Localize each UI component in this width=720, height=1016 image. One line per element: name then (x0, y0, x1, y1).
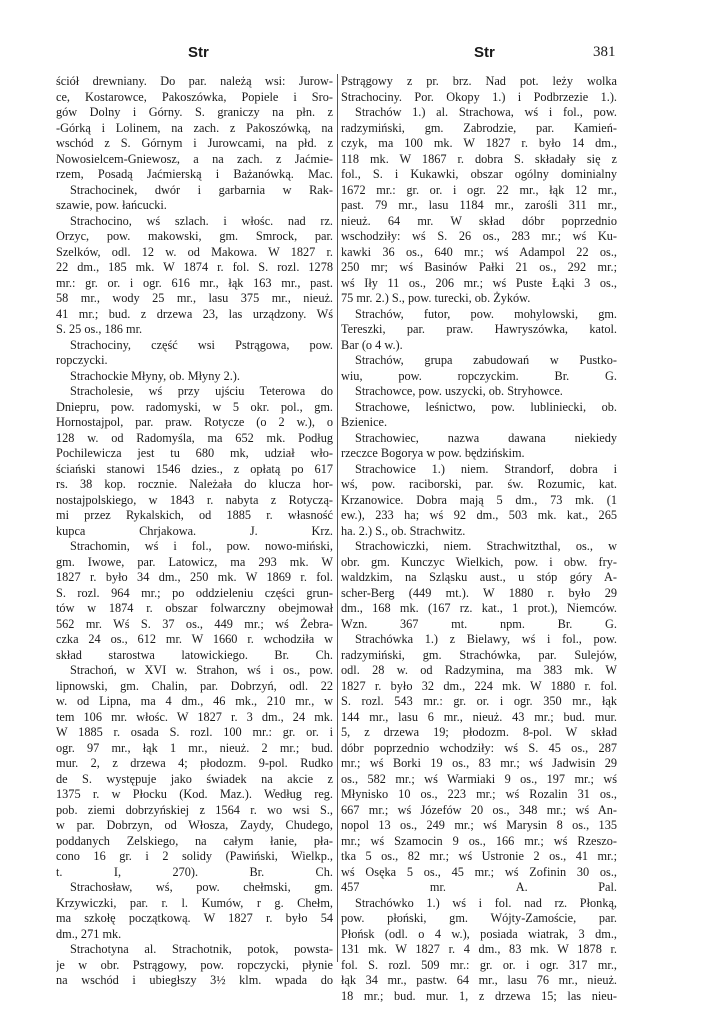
text-line: wś Osęka 5 os., 45 mr.; wś Zofinin 30 os., (341, 864, 617, 879)
text-line: mi przez Rykalskich, od 1885 r. własność (56, 508, 333, 522)
text-line: ma szkołę początkową. W 1827 r. było 54 (56, 911, 333, 925)
text-line: 75 mr. 2.) S., pow. turecki, ob. Żyków. (341, 291, 531, 305)
text-line: Krzywiczki, par. r. l. Kumów, r g. Chełm, (56, 895, 333, 910)
text-line: fol. S. rozl. 509 mr.: gr. or. i ogr. 317 mr., (341, 957, 617, 972)
text-line: nieuż. 64 mr. W skład dóbr poprzednio (341, 213, 617, 228)
text-line: Krzanowice. Dobra mają 5 dm., 73 mk. (1 (341, 492, 617, 507)
text-line: 118 mk. W 1867 r. dobra S. składały się z (341, 151, 617, 166)
text-line: lipnowski, gm. Chalin, par. Dobrzyń, odl. 22 (56, 678, 333, 693)
text-line: 22 dm., 185 mk. W 1874 r. fol. S. rozl. 1278 (56, 260, 333, 274)
text-line: rzeczce Bogorya w pow. będzińskim. (341, 446, 525, 460)
text-line: wschód z S. Górnym i Jurowcami, na płd. z (56, 136, 333, 150)
text-line: wś, pow. raciborski, par. św. Rozumic, kat. (341, 477, 617, 491)
text-line: Strachociny. Por. Okopy 1.) i Podbrzezie 1.). (341, 89, 617, 104)
text-line: na wschód i ubiegłszy 3½ klm. wpada do (56, 973, 333, 987)
text-line: Strachowce, pow. uszycki, ob. Stryhowce. (355, 384, 563, 398)
text-line: Strachotyna al. Strachotnik, potok, powsta- (70, 942, 333, 956)
text-line: Strachoń, w XVI w. Strahon, wś i os., pow. (70, 663, 333, 677)
text-line: radzymiński, gm. Zabrodzie, par. Kamień- (341, 120, 617, 135)
text-line: ogr. 97 mr., łąk 1 mr., nieuż. 2 mr.; bud. (56, 740, 333, 755)
text-line: 58 mr., wody 25 mr., lasu 375 mr., nieuż. (56, 291, 333, 305)
text-line: gm. Iwowe, par. Latowicz, ma 293 mk. W (56, 554, 333, 569)
text-line: Strachomin, wś i fol., pow. nowo-miński, (70, 539, 333, 553)
running-head-right: Str (474, 44, 495, 61)
text-line: Bzienice. (341, 415, 388, 429)
text-line: 128 w. od Radomyśla, ma 652 mk. Podług (56, 430, 333, 445)
text-line: odl. 28 w. od Radzymina, ma 383 mk. W (341, 663, 617, 677)
text-line: skład starostwa latowickiego. Br. Ch. (56, 647, 333, 662)
text-line: tów w 1874 r. obszar folwarczny obejmował (56, 601, 333, 615)
text-line: Nowosielcem-Gniewosz, a na zach. z Jaćmie- (56, 151, 333, 166)
text-line: pob. ziemi dobrzyńskiej z 1564 r. wo wsi S., (56, 802, 333, 817)
text-line: scher-Berg (449 mt.). W 1880 r. było 29 (341, 585, 617, 600)
text-line: Pochilewicza jest tu 680 mk, udział wło- (56, 446, 333, 460)
text-line: Strachocinek, dwór i garbarnia w Rak- (70, 182, 333, 197)
text-line: w. od Lipna, ma 4 dm., 46 mk., 210 mr., w (56, 694, 333, 708)
text-line: cono 16 gr. i 2 solidy (Pawiński, Wielkp., (56, 849, 333, 863)
text-line: Strachowe, leśnictwo, pow. lubliniecki, ob. (355, 399, 617, 414)
text-line: waldzkim, na Szląsku aust., u stóp góry A- (341, 570, 617, 584)
text-line: dóbr poprzednio wchodziły: wś S. 45 os., 287 (341, 740, 617, 755)
text-line: dm., 271 mk. (56, 926, 122, 941)
text-line: wś Iły 11 os., 206 mr.; wś Puste Łąki 3 os., (341, 275, 617, 290)
text-line: Strachockie Młyny, ob. Młyny 2.). (70, 368, 240, 383)
text-line: Hornostajpol, par. praw. Rotycze (o 2 w.), o (56, 415, 333, 429)
text-line: S. 25 os., 186 mr. (56, 322, 143, 336)
text-line: czka 24 os., 612 mr. W 1660 r. wchodziła w (56, 632, 333, 646)
text-line: 667 mr.; wś Józefów 20 os., 348 mr.; wś An- (341, 802, 617, 817)
running-head-left: Str (188, 44, 209, 61)
text-line: kawki 36 os., 640 mr.; wś Adampol 22 os., (341, 244, 617, 259)
text-line: rs. 38 kop. rocznie. Należała do klucza hor- (56, 477, 333, 491)
text-line: gów Dolny i Górny. S. graniczy na płn. z (56, 105, 333, 119)
text-line: Płońsk (odl. o 4 w.), posiada wiatrak, 3 dm., (341, 926, 617, 941)
text-line: 1827 r. było 34 dm., 250 mk. W 1869 r. fol. (56, 570, 333, 584)
page-number: 381 (593, 44, 616, 60)
text-line: 18 mr.; bud. mur. 1, z drzewa 15; las nieu- (341, 988, 617, 1003)
text-line: Młynisko 10 os., 223 mr.; wś Rozalin 31 os., (341, 787, 617, 801)
text-line: poddanych Zelskiego, na całym łanie, pła- (56, 833, 333, 848)
text-line: dm., 168 mk. (167 rz. kat., 1 prot.), Niemców. (341, 601, 617, 615)
text-line: nostajpolskiego, w 1843 r. nabyta z Rotyczą- (56, 492, 333, 507)
text-line: ew.), 233 ha; wś 92 dm., 503 mk. kat., 265 (341, 508, 617, 522)
text-line: Strachów 1.) al. Strachowa, wś i fol., pow. (355, 105, 617, 119)
text-line: Wzn. 367 mt. npm. Br. G. (341, 616, 617, 631)
text-line: Tereszki, par. praw. Hawryszówka, katol. (341, 322, 617, 336)
text-line: 562 mr. Wś S. 37 os., 449 mr.; wś Żebra- (56, 616, 333, 631)
text-line: Stracholesie, wś przy ujściu Teterowa do (70, 384, 333, 398)
text-line: 250 mr; wś Basinów Pałki 21 os., 292 mr.; (341, 260, 617, 274)
text-line: Strachów, grupa zabudowań w Pustko- (355, 353, 617, 367)
text-line: past. 79 mr., lasu 1184 mr., zarośli 311 mr., (341, 198, 617, 212)
text-line: łąk 34 mr., pastw. 64 mr., lasu 76 mr., nieuż. (341, 973, 617, 987)
text-line: obr. gm. Kunczyc Wielkich, pow. i obw. fry- (341, 554, 617, 569)
text-line: ce, Kostarowce, Pakoszówka, Popiele i Sro- (56, 89, 333, 104)
text-line: 457 mr. A. Pal. (341, 880, 617, 894)
text-line: 1827 r. było 32 dm., 224 mk. W 1880 r. fol. (341, 678, 617, 693)
text-line: ściański stanowi 1546 dzies., z opłatą po 617 (56, 461, 333, 476)
column-divider (337, 74, 338, 962)
text-line: ha. 2.) S., ob. Strachwitz. (341, 523, 466, 538)
running-head (0, 44, 720, 68)
text-line: fol., S. i Kukawki, obszar ogólny dominialny (341, 167, 617, 181)
text-line: t. I, 270). Br. Ch. (56, 864, 333, 879)
text-line: ściół drewniany. Do par. należą wsi: Jurow- (56, 74, 333, 88)
text-line: mr.: gr. or. i ogr. 616 mr., łąk 163 mr., past. (56, 275, 333, 290)
text-line: Strachówka 1.) z Bielawy, wś i fol., pow. (355, 632, 617, 646)
text-line: wschodziły: wś S. 26 os., 283 mr.; wś Ku- (341, 229, 617, 243)
text-line: os., 582 mr.; wś Warmiaki 9 os., 197 mr.; wś (341, 771, 617, 786)
text-line: Strachówko 1.) wś i fol. nad rz. Płonką, (355, 895, 617, 910)
text-line: Strachowiczki, niem. Strachwitzthal, os., w (355, 539, 617, 553)
text-line: Pstrągowy z pr. brz. Nad pot. leży wolka (341, 74, 617, 88)
text-line: Bar (o 4 w.). (341, 337, 403, 352)
text-line: tka 5 os., 82 mr.; wś Ustronie 2 os., 41 mr.; (341, 849, 617, 863)
text-line: Strachowice 1.) niem. Strandorf, dobra i (355, 461, 617, 476)
left-column (56, 74, 333, 989)
text-line: 131 mk. W 1827 r. 4 dm., 83 mk. W 1878 r. (341, 942, 617, 956)
text-line: Strachocino, wś szlach. i włośc. nad rz. (70, 213, 333, 228)
text-line: szawie, pow. łańcucki. (56, 198, 167, 212)
text-line: S. rozl. 964 mr.; po oddzieleniu części grun- (56, 585, 333, 600)
text-line: rzem, Posadą Jaćmierską i Bażanówką. Mac. (56, 167, 333, 181)
text-line: -Górką i Lolinem, na zach. z Pakoszówką, na (56, 120, 333, 135)
text-line: de S. występuje jako świadek na akcie z (56, 771, 333, 786)
text-line: nopol 13 os., 249 mr.; wś Marysin 8 os., 135 (341, 818, 617, 832)
text-line: Strachosław, wś, pow. chełmski, gm. (70, 880, 333, 894)
text-line: 144 mr., lasu 6 mr., nieuż. 43 mr.; bud. mur. (341, 709, 617, 724)
text-line: w par. Dobrzyn, od Włosza, Zaydy, Chudego, (56, 818, 333, 832)
text-line: Dniepru, pow. radomyski, w 5 okr. pol., gm. (56, 399, 333, 414)
text-line: Orzyc, pow. makowski, gm. Smrock, par. (56, 229, 333, 243)
text-line: radzymiński, gm. Strachówka, par. Sulejów, (341, 647, 617, 662)
text-line: Strachowiec, nazwa dawana niekiedy (355, 430, 617, 445)
text-line: czyk, ma 100 mk. W 1827 r. było 14 dm., (341, 136, 617, 150)
text-line: 41 mr.; bud. z drzewa 23, las urządzony. Wś (56, 306, 333, 321)
text-line: 5, z drzewa 19; płodozm. 8-pol. W skład (341, 725, 617, 739)
text-line: mr.; wś Szamocin 9 os., 166 mr.; wś Rzeszo- (341, 833, 617, 848)
text-line: W 1885 r. osada S. rozl. 100 mr.: gr. or. i (56, 725, 333, 739)
text-line: 1672 mr.: gr. or. i ogr. 22 mr., łąk 12 mr., (341, 182, 617, 197)
text-line: 1375 r. w Płocku (Kod. Maz.). Według reg. (56, 787, 333, 801)
right-column (341, 74, 617, 1004)
text-line: ropczycki. (56, 353, 108, 367)
text-line: wiu, pow. ropczyckim. Br. G. (341, 368, 617, 383)
text-line: kupca Chrjakowa. J. Krz. (56, 523, 333, 538)
text-line: tem 106 mr. włośc. W 1827 r. 3 dm., 24 mk. (56, 709, 333, 724)
text-line: S. rozl. 543 mr.: gr. or. i ogr. 350 mr., łąk (341, 694, 617, 708)
text-line: je w obr. Pstrągowy, pow. ropczycki, płynie (56, 957, 333, 972)
text-line: pow. płoński, gm. Wójty-Zamoście, par. (341, 911, 617, 925)
text-line: mr.; wś Borki 19 os., 83 mr.; wś Jadwisin 29 (341, 756, 617, 770)
text-line: Strachociny, część wsi Pstrągowa, pow. (70, 337, 333, 352)
text-line: Strachów, futor, pow. mohylowski, gm. (355, 306, 617, 321)
text-line: mur. 2, z drzewa 4; płodozm. 9-pol. Rudko (56, 756, 333, 770)
text-line: Szelków, odl. 12 w. od Makowa. W 1827 r. (56, 244, 333, 259)
